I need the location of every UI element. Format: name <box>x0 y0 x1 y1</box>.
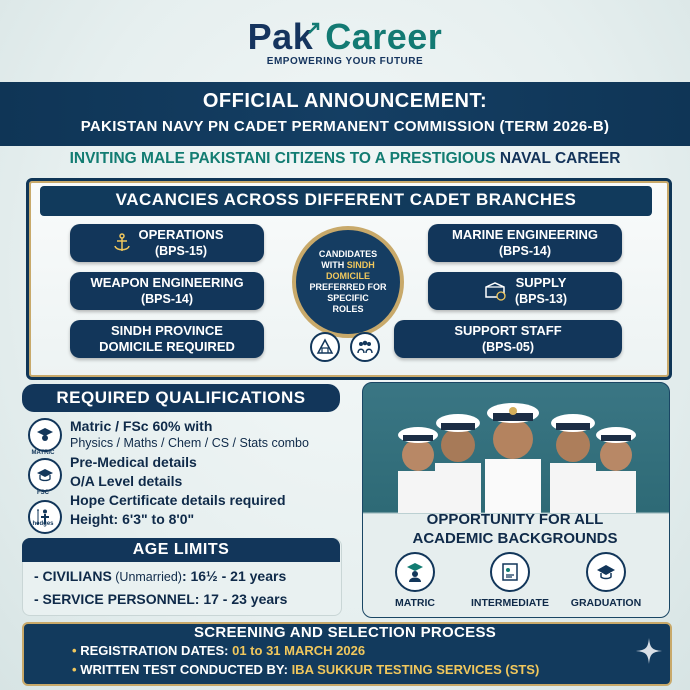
brand-name-pak: Pak <box>247 16 314 57</box>
sindh-line2: DOMICILE REQUIRED <box>99 339 235 354</box>
branch-supply <box>428 272 622 310</box>
branch-operations-grade: (BPS-15) <box>154 244 208 258</box>
registration-value: 01 to 31 MARCH 2026 <box>232 643 366 658</box>
graduation-icon <box>586 552 626 592</box>
registration-dates <box>72 643 365 658</box>
opportunity-heading <box>362 510 668 548</box>
branch-marine <box>428 224 622 262</box>
opportunity-line1: OPPORTUNITY FOR ALL <box>426 511 604 528</box>
branch-operations <box>70 224 264 262</box>
brand-logo <box>0 16 690 67</box>
qual-icon-label-height: hedges <box>32 521 54 527</box>
branch-supply-grade: (BPS-13) <box>514 292 568 306</box>
branch-weapon-grade: (BPS-14) <box>140 292 194 306</box>
written-test-label: WRITTEN TEST CONDUCTED BY: <box>80 662 288 677</box>
sindh-line1: SINDH PROVINCE <box>111 323 223 338</box>
people-group-icon <box>350 332 380 362</box>
qualifications-title: REQUIRED QUALIFICATIONS <box>56 388 306 407</box>
bullet-icon: • <box>72 643 77 658</box>
age-service-personnel <box>34 591 287 607</box>
monument-icon <box>310 332 340 362</box>
age-civ-note: (Unmarried) <box>111 570 182 584</box>
sparkle-icon <box>634 636 664 666</box>
bullet-icon: • <box>72 662 77 677</box>
sindh-domicile-note <box>70 320 264 358</box>
badge-line5: SPECIFIC <box>327 293 369 303</box>
announcement-title: OFFICIAL ANNOUNCEMENT: <box>202 90 488 112</box>
badge-line2a: WITH <box>321 260 347 270</box>
announcement-subtitle: PAKISTAN NAVY PN CADET PERMANENT COMMISSION (TERM 2026-B) <box>80 118 610 135</box>
branch-marine-grade: (BPS-14) <box>498 244 552 258</box>
branch-weapon <box>70 272 264 310</box>
branch-supply-name: SUPPLY <box>515 275 567 290</box>
qual-line-1: Matric / FSc 60% with <box>70 418 213 434</box>
anchor-icon <box>111 232 133 254</box>
age-limits-title: AGE LIMITS <box>132 541 230 558</box>
branch-operations-name: OPERATIONS <box>138 227 224 242</box>
badge-line4: PREFERRED FOR <box>309 282 387 292</box>
opportunity-line2: ACADEMIC BACKGROUNDS <box>412 530 618 547</box>
badge-line2 <box>321 260 375 271</box>
registration-label: REGISTRATION DATES: <box>80 643 229 658</box>
branch-weapon-name: WEAPON ENGINEERING <box>90 275 244 290</box>
background-label-matric: MATRIC <box>394 597 436 609</box>
written-test-value: IBA SUKKUR TESTING SERVICES (STS) <box>291 662 540 677</box>
brand-tagline: EMPOWERING YOUR FUTURE <box>266 56 424 67</box>
brand-name-career: Career <box>325 16 443 57</box>
vacancies-title: VACANCIES ACROSS DIFFERENT CADET BRANCHES <box>115 190 577 209</box>
qual-line-6: Height: 6'3" to 8'0" <box>70 511 195 527</box>
badge-line2b: SINDH <box>346 260 375 270</box>
age-svc-label: - SERVICE PERSONNEL <box>34 591 195 607</box>
background-label-graduation: GRADUATION <box>570 597 642 609</box>
badge-line6: ROLES <box>332 304 364 314</box>
invite-line <box>0 150 690 168</box>
graduation-cap-icon <box>28 458 62 492</box>
qual-line-2: Physics / Maths / Chem / CS / Stats combo <box>70 436 309 450</box>
qual-line-5: Hope Certificate details required <box>70 492 286 508</box>
qual-line-3: Pre-Medical details <box>70 454 197 470</box>
written-test <box>72 662 539 677</box>
naval-cadets-illustration <box>363 383 669 513</box>
age-civ-value: : 16½ - 21 years <box>181 568 287 584</box>
branch-support-name: SUPPORT STAFF <box>454 323 562 338</box>
background-label-intermediate: INTERMEDIATE <box>471 597 549 609</box>
age-civilians <box>34 568 286 584</box>
graduate-icon <box>28 418 62 452</box>
height-person-icon <box>28 500 62 534</box>
age-civ-label: - CIVILIANS <box>34 568 112 584</box>
supply-box-icon <box>483 281 507 301</box>
certificate-icon <box>490 552 530 592</box>
branch-support-grade: (BPS-05) <box>481 340 535 354</box>
branch-marine-name: MARINE ENGINEERING <box>452 227 598 242</box>
badge-line1: CANDIDATES <box>318 249 378 259</box>
sindh-preference-badge <box>292 226 404 338</box>
qual-icon-label-matric: MATRIC <box>31 450 55 456</box>
qual-icon-label-fsc: FSC <box>37 490 49 496</box>
age-svc-value: : 17 - 23 years <box>194 591 288 607</box>
invite-text: INVITING MALE PAKISTANI CITIZENS TO A PRESTIGIOUS <box>69 150 500 167</box>
arrow-up-right-icon <box>307 21 321 35</box>
qual-line-4: O/A Level details <box>70 473 183 489</box>
matric-student-icon <box>395 552 435 592</box>
invite-highlight: NAVAL CAREER <box>499 150 621 167</box>
branch-support-staff <box>394 320 622 358</box>
badge-line3: DOMICILE <box>326 271 370 281</box>
screening-title: SCREENING AND SELECTION PROCESS <box>193 624 497 641</box>
